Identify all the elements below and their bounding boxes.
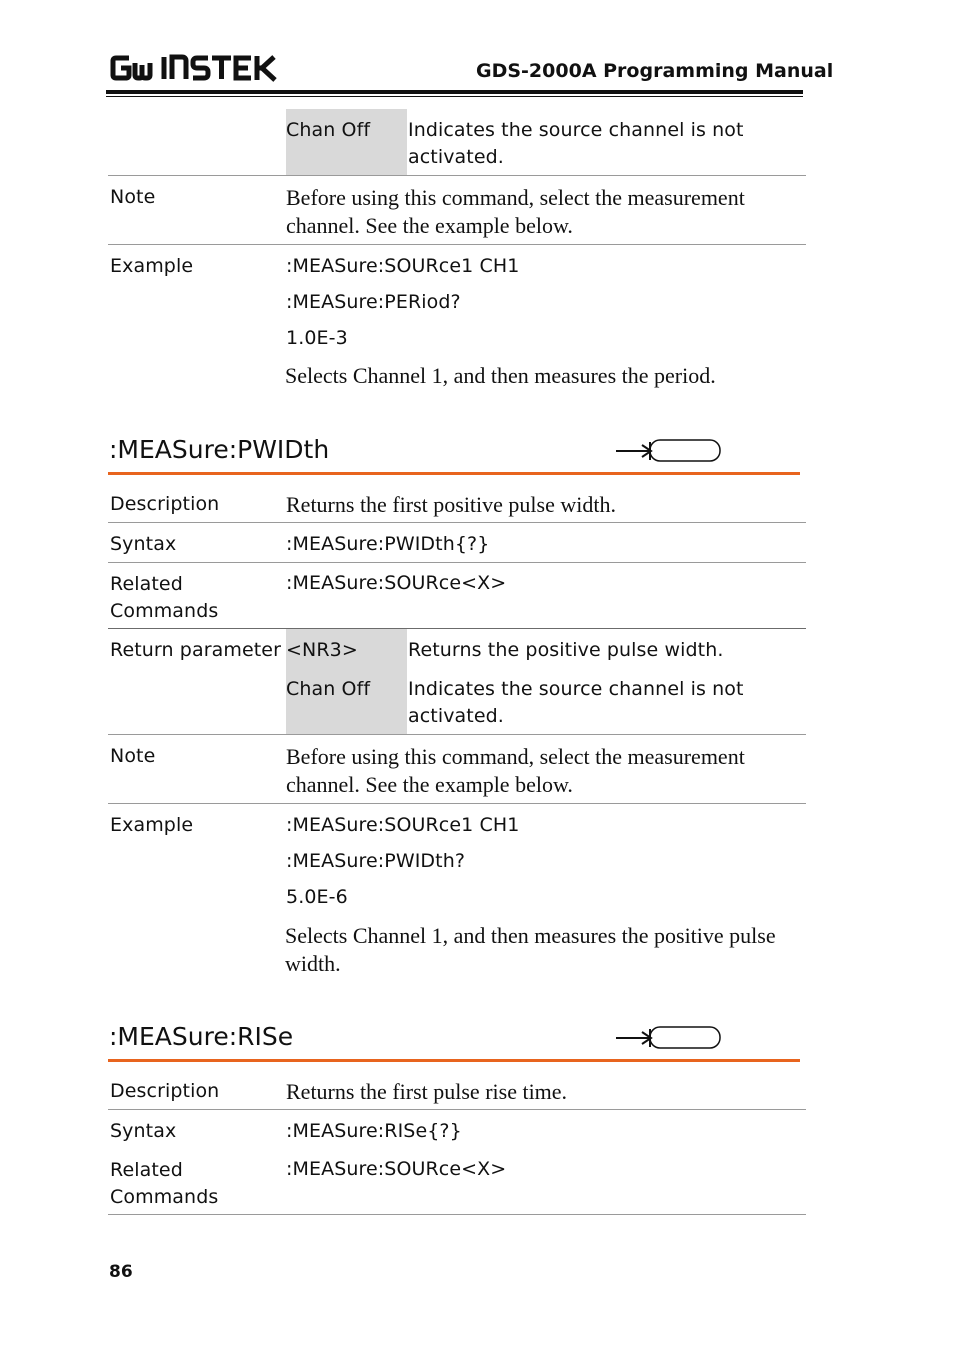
example-line: :MEASure:PWIDth?: [286, 850, 466, 872]
note-label: Note: [110, 745, 156, 767]
chan-off-description: Indicates the source channel is not activated.: [408, 678, 744, 727]
logo-icon: [110, 54, 282, 82]
note-text: Before using this command, select the measurement channel. See the example below.: [286, 744, 745, 797]
row-divider: [108, 175, 806, 176]
example-line: 1.0E-3: [286, 327, 348, 349]
header-rule: [106, 90, 803, 94]
example-label: Example: [110, 814, 194, 836]
nr3-label: <NR3>: [286, 639, 358, 661]
note-label: Note: [110, 186, 156, 208]
syntax-label: Syntax: [110, 533, 177, 555]
manual-title: GDS-2000A Programming Manual: [476, 60, 834, 82]
row-divider: [108, 522, 806, 523]
chan-off-description: Indicates the source channel is not activated.: [408, 119, 744, 168]
example-line: :MEASure:PERiod?: [286, 291, 461, 313]
section-title-pwidth: :MEASure:PWIDth: [109, 435, 330, 464]
nr3-description: Returns the positive pulse width.: [408, 639, 724, 661]
description-label: Description: [110, 493, 220, 515]
example-label: Example: [110, 255, 194, 277]
header-rule-thin: [106, 96, 803, 97]
description-text: Returns the first pulse rise time.: [286, 1079, 568, 1104]
section-underline: [108, 472, 800, 475]
query-arrow-icon: [616, 438, 724, 469]
row-divider: [108, 734, 806, 735]
note-text: Before using this command, select the measurement channel. See the example below.: [286, 185, 745, 238]
section-underline: [108, 1059, 800, 1062]
row-divider: [108, 803, 806, 804]
description-label: Description: [110, 1080, 220, 1102]
page-number: 86: [109, 1262, 133, 1282]
example-description: Selects Channel 1, and then measures the positive pulse width.: [285, 923, 776, 976]
row-divider: [108, 628, 806, 629]
related-commands-text: :MEASure:SOURce<X>: [286, 572, 507, 594]
row-divider: [108, 1109, 806, 1110]
query-arrow-icon: [616, 1025, 724, 1056]
description-text: Returns the first positive pulse width.: [286, 492, 616, 517]
example-line: 5.0E-6: [286, 886, 348, 908]
example-description: Selects Channel 1, and then measures the period.: [285, 363, 716, 388]
related-commands-text: :MEASure:SOURce<X>: [286, 1158, 507, 1180]
row-divider: [108, 1214, 806, 1215]
section-title-rise: :MEASure:RISe: [109, 1022, 294, 1051]
chan-off-label: Chan Off: [286, 678, 371, 700]
syntax-text: :MEASure:RISe{?}: [286, 1120, 462, 1142]
syntax-text: :MEASure:PWIDth{?}: [286, 533, 490, 555]
syntax-label: Syntax: [110, 1120, 177, 1142]
example-line: :MEASure:SOURce1 CH1: [286, 255, 520, 277]
example-line: :MEASure:SOURce1 CH1: [286, 814, 520, 836]
row-divider: [108, 244, 806, 245]
related-commands-label: Related Commands: [110, 1159, 219, 1208]
row-divider: [108, 562, 806, 563]
gw-instek-logo: [110, 54, 282, 87]
chan-off-label: Chan Off: [286, 119, 371, 141]
return-parameter-label: Return parameter: [110, 639, 281, 661]
related-commands-label: Related Commands: [110, 573, 219, 622]
